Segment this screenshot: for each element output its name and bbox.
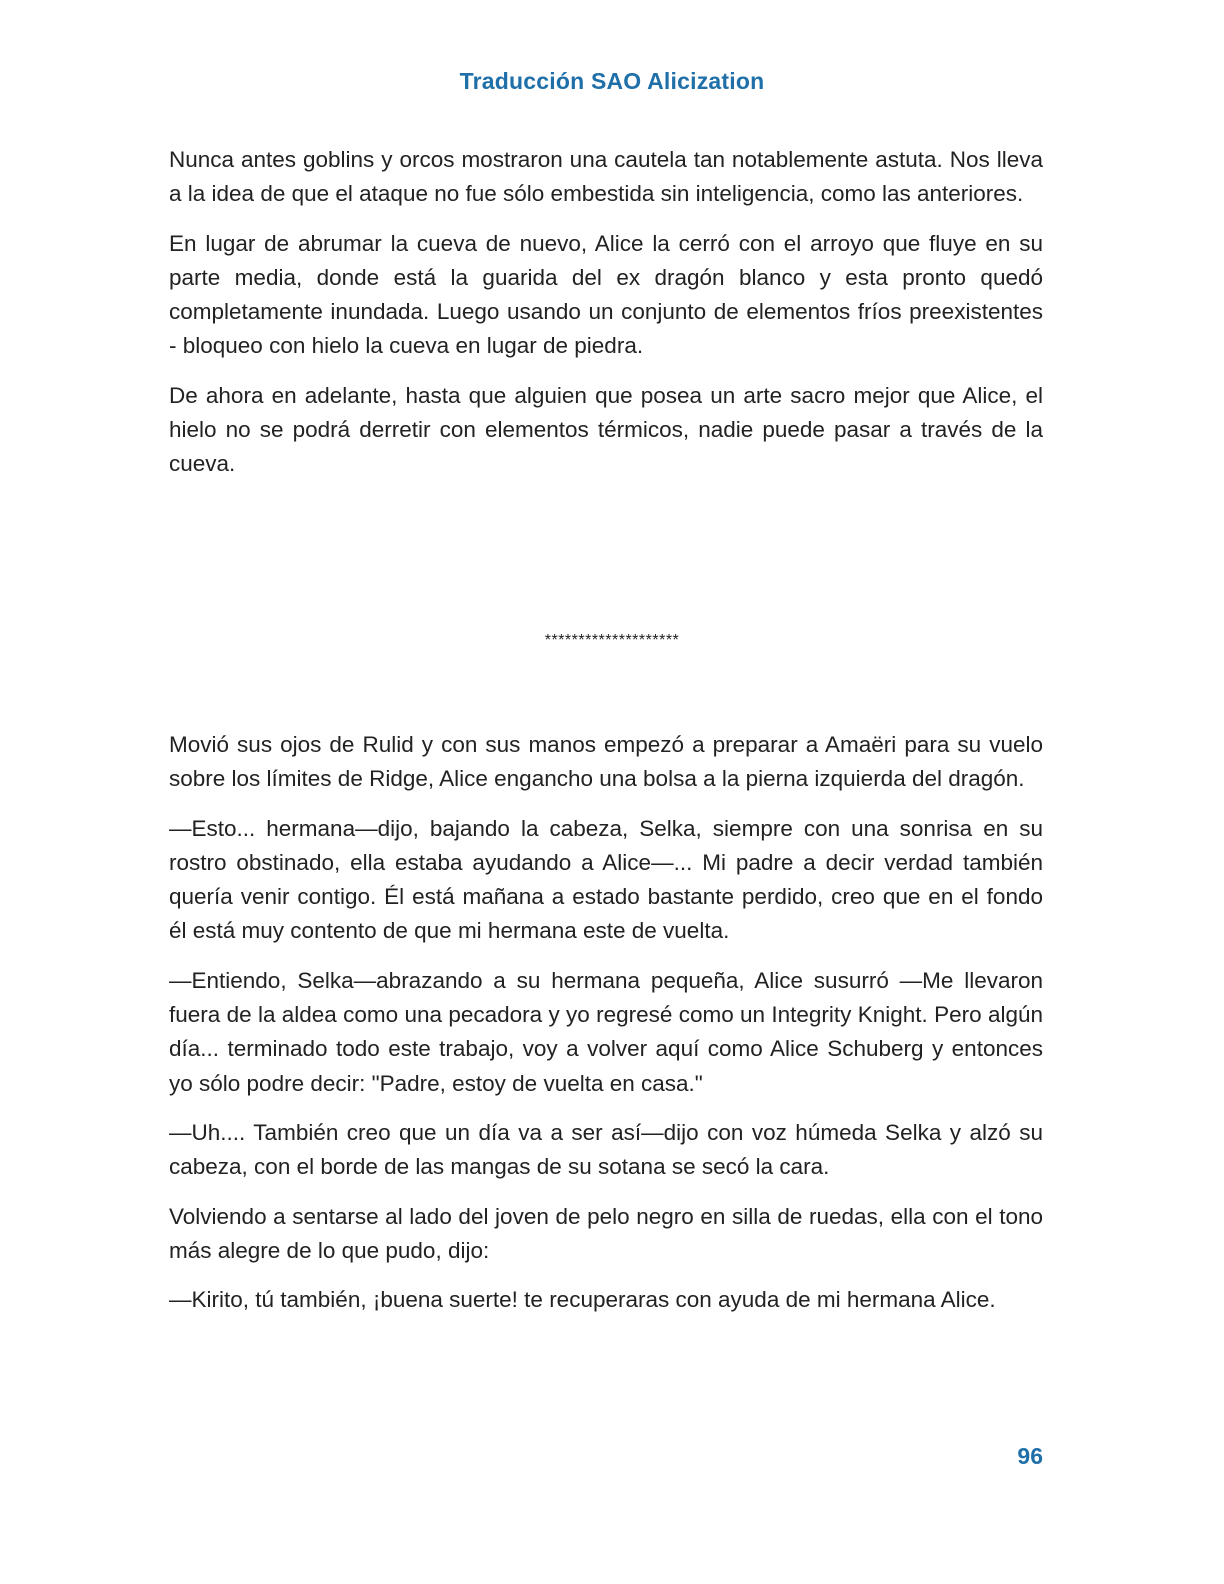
paragraph: En lugar de abrumar la cueva de nuevo, Alice la cerró con el arroyo que fluye en su parte media, donde está la guarida del ex dragón blanco y esta pronto quedó completamente inundada. Luego usando un conjunto de elementos fríos preexistentes - bloqueo con hielo la cueva en lugar de piedra. — [169, 230, 1043, 359]
scene-separator: ******************** — [544, 632, 680, 649]
text-section-2 — [169, 728, 1043, 1332]
paragraph: —Uh.... También creo que un día va a ser así—dijo con voz húmeda Selka y alzó su cabeza, con el borde de las mangas de su sotana se secó la cara. — [169, 1119, 1043, 1180]
paragraph: —Kirito, tú también, ¡buena suerte! te recuperaras con ayuda de mi hermana Alice. — [169, 1287, 996, 1313]
paragraph: Nunca antes goblins y orcos mostraron una cautela tan notablemente astuta. Nos lleva a la idea de que el ataque no fue sólo embestida sin inteligencia, como las anteriores. — [169, 147, 1043, 207]
paragraph: De ahora en adelante, hasta que alguien que posea un arte sacro mejor que Alice, el hielo no se podrá derretir con elementos térmicos, nadie puede pasar a través de la cueva. — [169, 382, 1043, 477]
page-header-title: Traducción SAO Alicization — [459, 68, 765, 94]
paragraph: —Esto... hermana—dijo, bajando la cabeza, Selka, siempre con una sonrisa en su rostro obstinado, ella estaba ayudando a Alice—... Mi padre a decir verdad también quería venir contigo. Él está mañana a estado bastante perdido, creo que en el fondo él está muy contento de que mi hermana este de vuelta. — [169, 815, 1043, 944]
paragraph: Volviendo a sentarse al lado del joven de pelo negro en silla de ruedas, ella con el tono más alegre de lo que pudo, dijo: — [169, 1203, 1043, 1263]
paragraph: Movió sus ojos de Rulid y con sus manos empezó a preparar a Amaëri para su vuelo sobre los límites de Ridge, Alice engancho una bolsa a la pierna izquierda del dragón. — [169, 732, 1043, 792]
text-section-1 — [169, 143, 1043, 497]
page-number: 96 — [1017, 1443, 1043, 1469]
paragraph: —Entiendo, Selka—abrazando a su hermana pequeña, Alice susurró —Me llevaron fuera de la aldea como una pecadora y yo regresé como un Integrity Knight. Pero algún día... terminado todo este trabajo, voy a volver aquí como Alice Schuberg y entonces yo sólo podre decir: "Padre, estoy de vuelta en casa." — [169, 967, 1043, 1096]
